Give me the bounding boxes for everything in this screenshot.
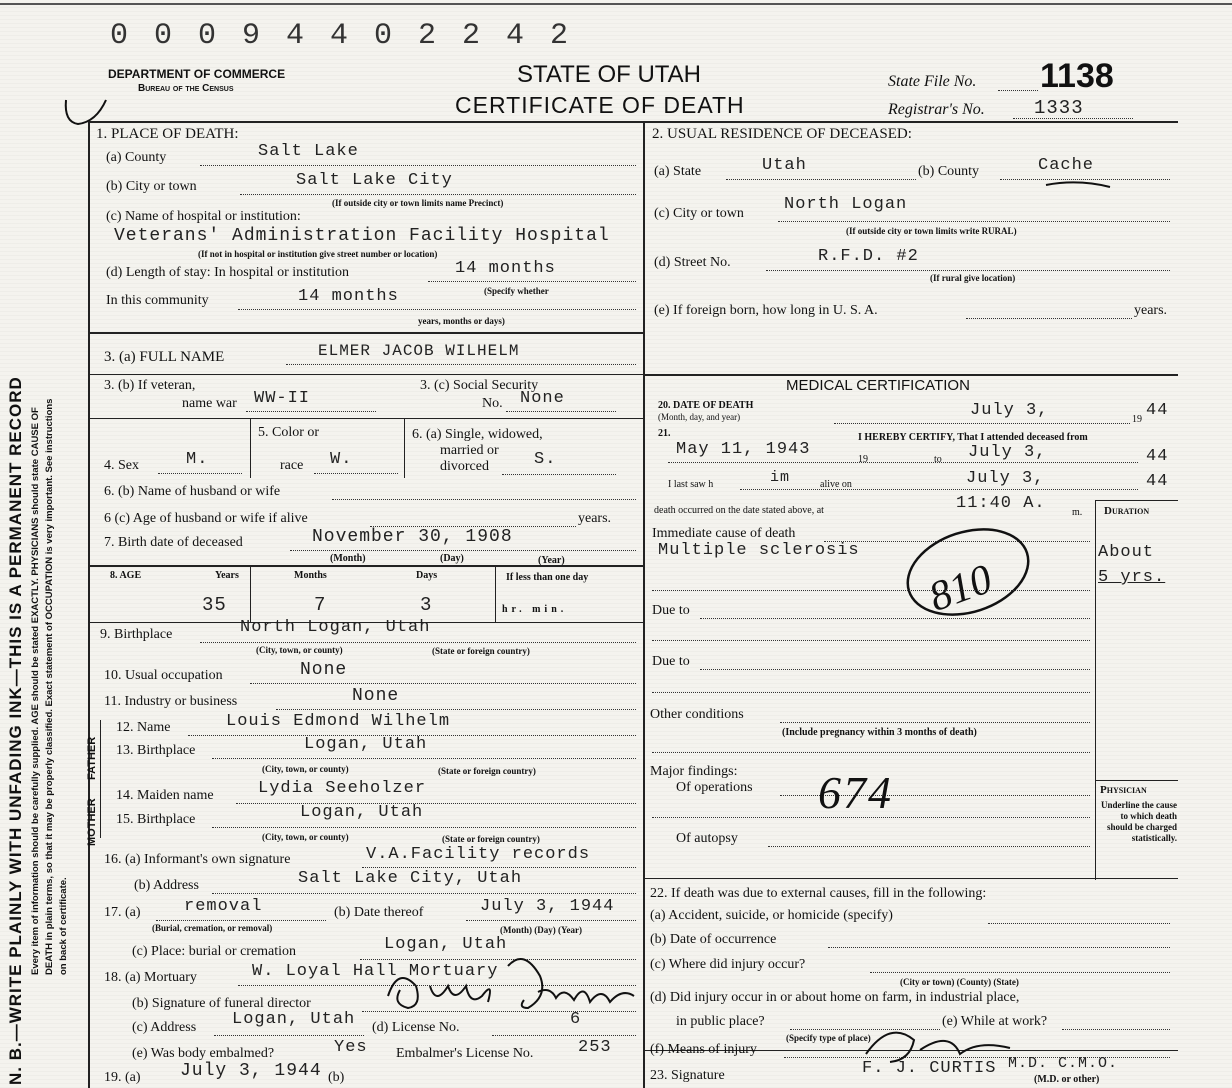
residence-heading: 2. USUAL RESIDENCE OF DECEASED:	[652, 126, 912, 142]
race-label: race	[280, 458, 304, 473]
industry-value: None	[352, 686, 400, 706]
birthplace-value: North Logan, Utah	[240, 618, 431, 637]
father-note-1: (City, town, or county)	[262, 764, 349, 774]
street-note: (If rural give location)	[930, 273, 1016, 283]
death-time: 11:40 A.	[956, 494, 1046, 513]
hospital-note: (If not in hospital or institution give street number or location)	[198, 249, 438, 259]
burial-place-value: Logan, Utah	[384, 935, 508, 954]
mother-note-1: (City, town, or county)	[262, 832, 349, 842]
mother-note-2: (State or foreign country)	[442, 834, 540, 844]
age-less-label: If less than one day	[506, 572, 589, 583]
due-to-label-1: Due to	[652, 603, 690, 618]
mother-birthplace-value: Logan, Utah	[300, 803, 424, 822]
death-date-yr-label: 19	[1132, 414, 1142, 425]
physician-signature-value: F. J. CURTIS	[862, 1059, 997, 1078]
license-label: (d) License No.	[372, 1020, 460, 1035]
spouse-age-years: years.	[578, 511, 612, 526]
street-value: R.F.D. #2	[818, 247, 919, 266]
certify-label: I HEREBY CERTIFY, That I attended deceased from	[858, 432, 1088, 443]
due-to-label-2: Due to	[652, 654, 690, 669]
place-heading: 1. PLACE OF DEATH:	[96, 126, 239, 142]
res-county-value: Cache	[1038, 156, 1095, 175]
death-date-yr: 44	[1146, 401, 1169, 420]
duration-value: About	[1098, 543, 1155, 562]
funeral-director-signature	[378, 946, 648, 1031]
burial-date-value: July 3, 1944	[480, 897, 615, 916]
res-city-label: (c) City or town	[654, 206, 744, 221]
age-years-label: Years	[215, 570, 239, 581]
burial-place-label: (c) Place: burial or cremation	[132, 944, 297, 959]
other-conditions-label: Other conditions	[650, 707, 744, 722]
medical-heading: MEDICAL CERTIFICATION	[786, 377, 970, 394]
alive-date: July 3,	[966, 469, 1045, 488]
physician-title-note: (M.D. or other)	[1034, 1074, 1100, 1085]
age-days-label: Days	[416, 570, 438, 581]
birth-date-label: 7. Birth date of deceased	[104, 535, 243, 550]
file-no-label: State File No.	[888, 73, 977, 90]
color-label: 5. Color or	[258, 425, 320, 440]
father-name-value: Louis Edmond Wilhelm	[226, 712, 451, 731]
death-date-label: 20. DATE OF DEATH	[658, 400, 754, 411]
age-hrmin: hr. min.	[502, 604, 568, 615]
handwritten-code: 674	[818, 767, 893, 818]
veteran-label: 3. (b) If veteran,	[104, 378, 196, 393]
attended-from: May 11, 1943	[676, 440, 811, 459]
city-note: (If outside city or town limits name Precinct)	[332, 198, 504, 208]
external-e: (e) While at work?	[942, 1014, 1048, 1029]
last-saw-label: I last saw h	[668, 479, 714, 490]
external-b: (b) Date of occurrence	[650, 932, 777, 947]
county-value: Salt Lake	[258, 142, 359, 161]
immediate-cause-label: Immediate cause of death	[652, 526, 796, 541]
res-state-value: Utah	[762, 156, 807, 175]
physician-note: Underline the cause to which death should be charged statistically.	[1101, 800, 1177, 843]
father-side-label: FATHER	[86, 736, 98, 780]
community-value: 14 months	[298, 287, 399, 306]
burial-method-note: (Burial, cremation, or removal)	[152, 923, 273, 933]
ss-value: None	[520, 389, 565, 408]
registrar-label: Registrar's No.	[888, 101, 985, 118]
death-time-m: m.	[1072, 507, 1083, 518]
physician-signature-label: 23. Signature	[650, 1068, 725, 1083]
operations-label: Of operations	[676, 780, 753, 795]
county-label: (a) County	[106, 150, 167, 165]
age-years-value: 35	[202, 594, 227, 616]
funeral-director-label: (b) Signature of funeral director	[132, 996, 311, 1011]
side-note-2: DEATH in plain terms, so that it may be properly classified. Exact statement of OCCUPATION is very important. See instructions	[44, 398, 55, 975]
street-label: (d) Street No.	[654, 255, 731, 270]
father-birthplace-value: Logan, Utah	[304, 735, 428, 754]
city-value: Salt Lake City	[296, 171, 453, 190]
mother-name-value: Lydia Seeholzer	[258, 779, 427, 798]
state-title: STATE OF UTAH	[517, 61, 701, 88]
city-label: (b) City or town	[106, 179, 197, 194]
last-saw-value: im	[770, 469, 791, 486]
external-f: (f) Means of injury	[650, 1042, 757, 1057]
burial-date-note: (Month) (Day) (Year)	[500, 925, 582, 935]
sex-value: M.	[186, 450, 209, 469]
age-label: 8. AGE	[110, 570, 142, 581]
immediate-cause-value: Multiple sclerosis	[658, 541, 860, 560]
hospital-value: Veterans' Administration Facility Hospital	[114, 226, 610, 246]
birth-date-value: November 30, 1908	[312, 527, 513, 547]
mother-name-label: 14. Maiden name	[116, 788, 214, 803]
external-c: (c) Where did injury occur?	[650, 957, 806, 972]
burial-label: 17. (a)	[104, 905, 141, 920]
father-name-label: 12. Name	[116, 720, 171, 735]
race-value: W.	[330, 450, 353, 469]
birth-month-note: (Month)	[330, 553, 366, 564]
registrar-date-value: July 3, 1944	[180, 1061, 322, 1081]
stay-label: (d) Length of stay: In hospital or institution	[106, 265, 350, 280]
war-label: name war	[182, 396, 237, 411]
spouse-label: 6. (b) Name of husband or wife	[104, 484, 281, 499]
informant-address-label: (b) Address	[134, 878, 199, 893]
alive-yr: 44	[1146, 472, 1169, 491]
sex-label: 4. Sex	[104, 458, 139, 473]
bureau-label: Bureau of the Census	[138, 83, 234, 94]
external-d2-note: (Specify type of place)	[786, 1033, 871, 1043]
registrar-date-label: 19. (a)	[104, 1070, 141, 1085]
alive-label: alive on	[820, 479, 852, 490]
name-label: 3. (a) FULL NAME	[104, 349, 225, 365]
death-date-value: July 3,	[970, 401, 1049, 420]
community-note: years, months or days)	[418, 316, 505, 326]
embalmer-license-label: Embalmer's License No.	[396, 1046, 534, 1061]
external-c-note: (City or town) (County) (State)	[900, 977, 1019, 987]
informant-value: V.A.Facility records	[366, 845, 591, 864]
father-note-2: (State or foreign country)	[438, 766, 536, 776]
side-instruction: N. B.—WRITE PLAINLY WITH UNFADING INK—THIS IS A PERMANENT RECORD	[6, 376, 25, 1085]
embalmed-label: (e) Was body embalmed?	[132, 1046, 275, 1061]
other-conditions-note: (Include pregnancy within 3 months of death)	[782, 727, 977, 738]
father-birthplace-label: 13. Birthplace	[116, 743, 196, 758]
embalmed-value: Yes	[334, 1038, 368, 1057]
age-months-label: Months	[294, 570, 327, 581]
external-heading: 22. If death was due to external causes, fill in the following:	[650, 886, 987, 901]
birthplace-note-1: (City, town, or county)	[256, 645, 343, 655]
informant-label: 16. (a) Informant's own signature	[104, 852, 291, 867]
cause-code-text: 810	[923, 556, 999, 621]
physician-title: M.D. C.M.O.	[1008, 1055, 1119, 1072]
stay-note: (Specify whether	[484, 286, 549, 296]
marital-label-3: divorced	[440, 459, 489, 474]
birth-year-note: (Year)	[538, 555, 565, 566]
duration-label: Duration	[1104, 505, 1150, 517]
res-city-note: (If outside city or town limits write RURAL)	[846, 226, 1017, 236]
burial-date-label: (b) Date thereof	[334, 905, 424, 920]
community-label: In this community	[106, 293, 209, 308]
spouse-age-label: 6 (c) Age of husband or wife if alive	[104, 511, 308, 526]
side-note-3: on back of certificate.	[58, 877, 69, 975]
res-state-label: (a) State	[654, 164, 702, 179]
attended-from-yr: 19	[858, 454, 868, 465]
page-title: CERTIFICATE OF DEATH	[455, 92, 745, 118]
foreign-label: (e) If foreign born, how long in U. S. A.	[654, 303, 878, 318]
mortuary-label: 18. (a) Mortuary	[104, 970, 197, 985]
mother-side-label: MOTHER	[86, 798, 98, 846]
birth-day-note: (Day)	[440, 553, 464, 564]
war-value: WW-II	[254, 389, 311, 408]
physician-label: Physician	[1100, 784, 1147, 796]
birthplace-note-2: (State or foreign country)	[432, 646, 530, 656]
burial-method-value: removal	[184, 897, 263, 916]
external-a: (a) Accident, suicide, or homicide (specify)	[650, 908, 893, 923]
dept-label: DEPARTMENT OF COMMERCE	[108, 67, 286, 81]
birthplace-label: 9. Birthplace	[100, 627, 173, 642]
foreign-years: years.	[1134, 303, 1168, 318]
file-number: 1138	[1040, 57, 1114, 95]
res-city-value: North Logan	[784, 195, 908, 214]
marital-label: 6. (a) Single, widowed,	[412, 427, 543, 442]
informant-address-value: Salt Lake City, Utah	[298, 869, 523, 888]
mother-birthplace-label: 15. Birthplace	[116, 812, 196, 827]
registrar-number: 1333	[1034, 97, 1084, 119]
external-d: (d) Did injury occur in or about home on farm, in industrial place,	[650, 990, 1020, 1005]
autopsy-label: Of autopsy	[676, 831, 738, 846]
attended-to-label: to	[934, 454, 942, 465]
marital-value: S.	[534, 450, 557, 469]
attended-to-yr: 44	[1146, 447, 1169, 466]
attended-to: July 3,	[968, 443, 1047, 462]
embalmer-license-value: 253	[578, 1038, 612, 1057]
cause-code-circled	[898, 524, 1038, 629]
death-date-note: (Month, day, and year)	[658, 412, 741, 422]
name-value: ELMER JACOB WILHELM	[318, 342, 520, 360]
mortuary-address-label: (c) Address	[132, 1020, 197, 1035]
external-d2: in public place?	[676, 1014, 765, 1029]
occupation-label: 10. Usual occupation	[104, 668, 223, 683]
underline-mark	[1044, 176, 1114, 194]
industry-label: 11. Industry or business	[104, 694, 238, 709]
side-note-1: Every item of information should be carefully supplied. AGE should be stated EXACTLY. PHYSICIANS should state CAUSE OF	[30, 407, 41, 975]
hospital-label: (c) Name of hospital or institution:	[106, 209, 301, 224]
ss-no-label: No.	[482, 396, 503, 411]
serial-number: 0 0 0 9 4 4 0 2 2 4 2	[110, 19, 573, 53]
mortuary-address-value: Logan, Utah	[232, 1010, 356, 1029]
age-months-value: 7	[314, 594, 327, 616]
age-days-value: 3	[420, 594, 433, 616]
physician-initials	[860, 1010, 1020, 1078]
ss-label: 3. (c) Social Security	[420, 378, 539, 393]
marital-label-2: married or	[440, 443, 499, 458]
license-value: 6	[570, 1010, 582, 1029]
res-county-label: (b) County	[918, 164, 980, 179]
duration-value-2: 5 yrs.	[1098, 568, 1166, 587]
registrar-b-label: (b)	[328, 1070, 345, 1085]
occurred-label: death occurred on the date stated above, at	[654, 505, 824, 516]
mortuary-value: W. Loyal Hall Mortuary	[252, 962, 499, 981]
major-findings-label: Major findings:	[650, 764, 738, 779]
top-edge	[0, 3, 1232, 5]
stay-value: 14 months	[455, 259, 556, 278]
occupation-value: None	[300, 660, 348, 680]
item-21: 21.	[658, 428, 671, 439]
